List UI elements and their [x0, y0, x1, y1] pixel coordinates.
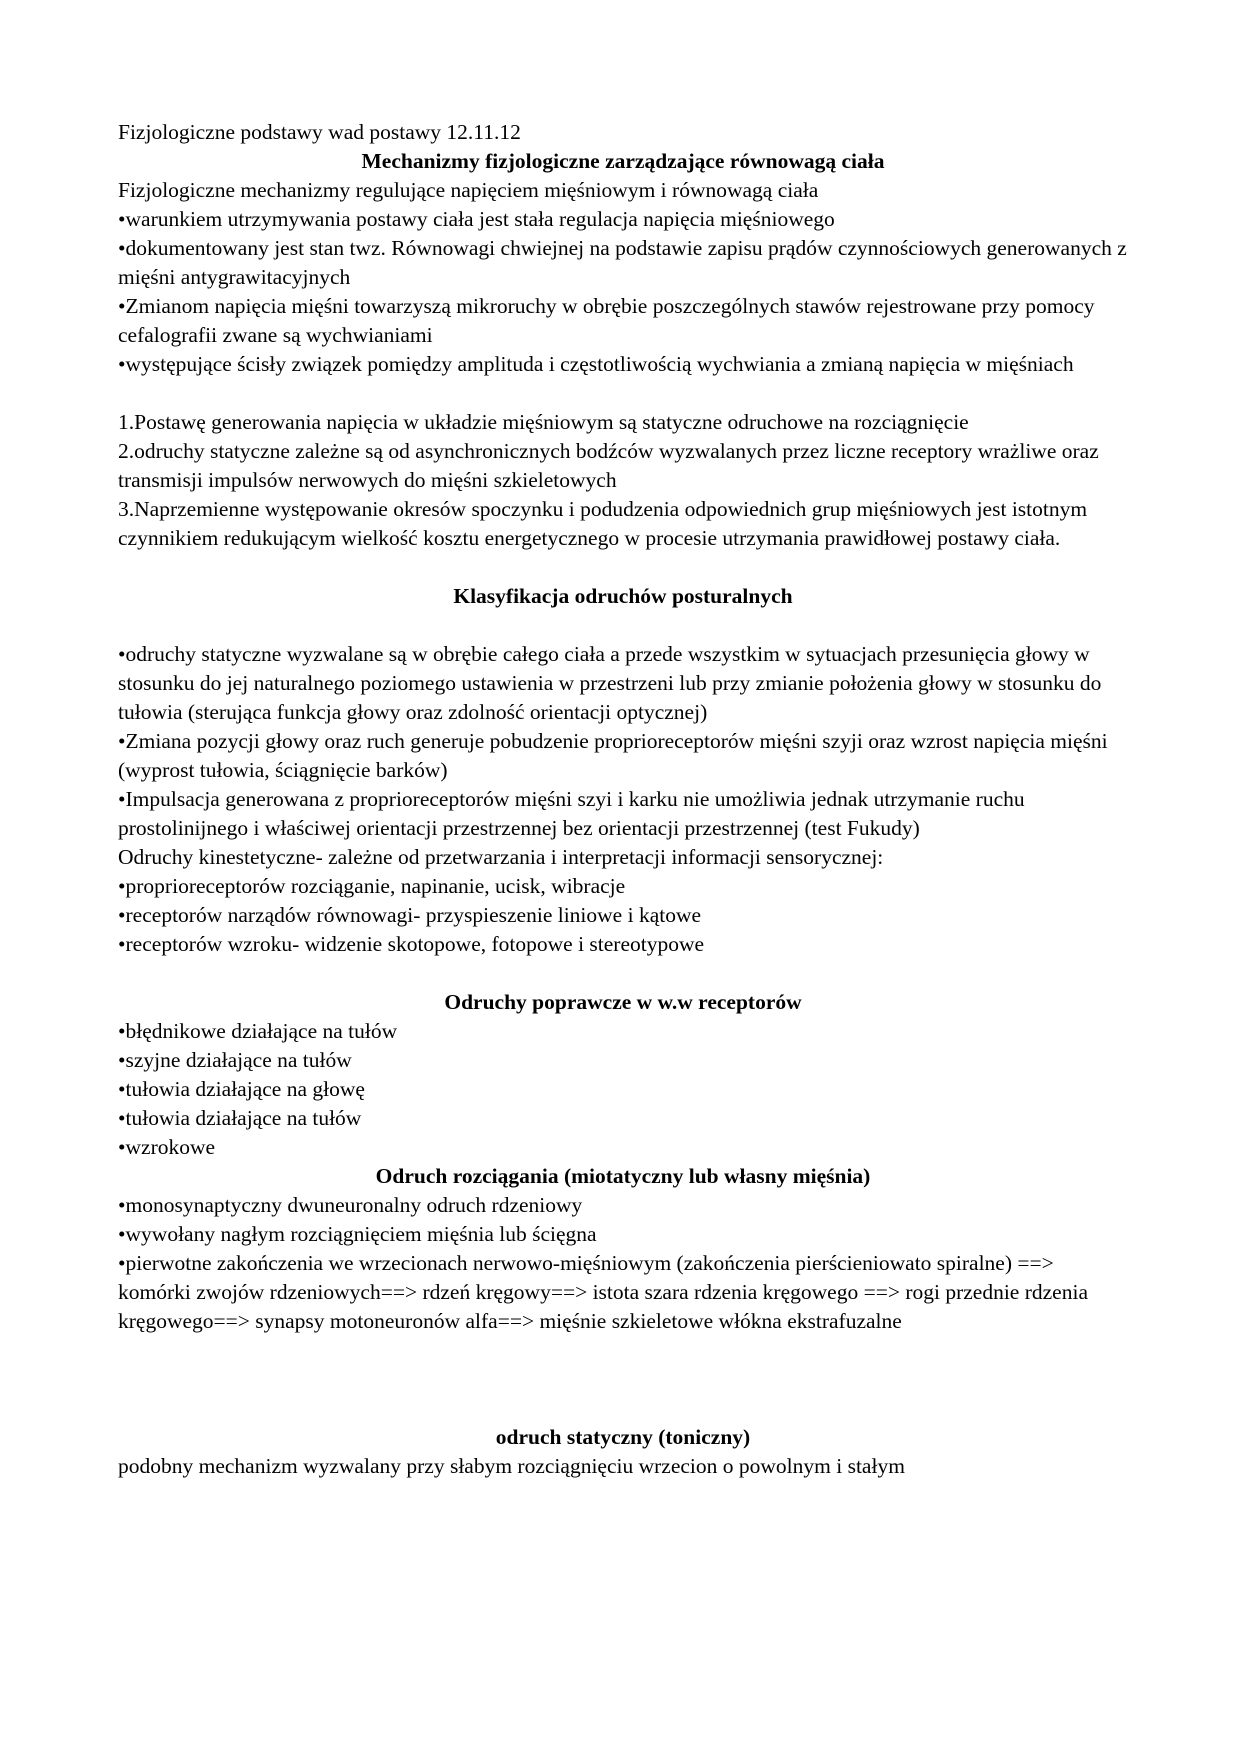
list-item: •szyjne działające na tułów: [118, 1048, 352, 1072]
section-subtitle: Fizjologiczne mechanizmy regulujące napięciem mięśniowym i równowagą ciała: [118, 178, 819, 202]
section-heading-balance: Mechanizmy fizjologiczne zarządzające równowagą ciała: [361, 149, 885, 173]
section-heading-static-reflex: odruch statyczny (toniczny): [495, 1425, 751, 1449]
document-content: [118, 118, 1128, 1481]
spacer: [118, 611, 1128, 640]
spacer: [118, 959, 1128, 988]
list-item: •odruchy statyczne wyzwalane są w obrębie całego ciała a przede wszystkim w sytuacjach przesunięcia głowy w stosunku do jej naturalnego poziomego ustawienia w przestrzeni lub przy zmianie położenia głowy w stosunku do tułowia (sterująca funkcja głowy oraz zdolność orientacji optycznej): [118, 642, 1102, 724]
list-item: •wywołany nagłym rozciągnięciem mięśnia lub ścięgna: [118, 1222, 597, 1246]
list-item: •tułowia działające na głowę: [118, 1077, 365, 1101]
numbered-item: 3.Naprzemienne występowanie okresów spoczynku i podudzenia odpowiednich grup mięśniowych jest istotnym czynnikiem redukującym wielkość kosztu energetycznego w procesie utrzymania prawidłowej postawy ciała.: [118, 497, 1088, 550]
stretch-reflex-list: [118, 1191, 1128, 1336]
spacer: [118, 379, 1128, 408]
section-heading-stretch-reflex: Odruch rozciągania (miotatyczny lub własny mięśnia): [375, 1164, 871, 1188]
list-item: •tułowia działające na tułów: [118, 1106, 362, 1130]
list-item: •receptorów narządów równowagi- przyspieszenie liniowe i kątowe: [118, 903, 702, 927]
list-item: •receptorów wzroku- widzenie skotopowe, fotopowe i stereotypowe: [118, 932, 705, 956]
list-item: •Zmianom napięcia mięśni towarzyszą mikroruchy w obrębie poszczególnych stawów rejestrowane przy pomocy cefalografii zwane są wychwianiami: [118, 294, 1095, 347]
corrective-list: [118, 1017, 1128, 1162]
list-item: •wzrokowe: [118, 1135, 216, 1159]
spacer: [118, 1394, 1128, 1423]
spacer: [118, 553, 1128, 582]
section-heading-classification: Klasyfikacja odruchów posturalnych: [453, 584, 793, 608]
list-item: •monosynaptyczny dwuneuronalny odruch rdzeniowy: [118, 1193, 583, 1217]
list-item: •błędnikowe działające na tułów: [118, 1019, 398, 1043]
list-item: •dokumentowany jest stan twz. Równowagi chwiejnej na podstawie zapisu prądów czynnościowych generowanych z mięśni antygrawitacyjnych: [118, 236, 1127, 289]
numbered-item: 2.odruchy statyczne zależne są od asynchronicznych bodźców wyzwalanych przez liczne receptory wrażliwe oraz transmisji impulsów nerwowych do mięśni szkieletowych: [118, 439, 1099, 492]
numbered-item: 1.Postawę generowania napięcia w układzie mięśniowym są statyczne odruchowe na rozciągnięcie: [118, 410, 969, 434]
classification-bullet-list: [118, 640, 1128, 843]
spacer: [118, 1336, 1128, 1365]
document-title: Fizjologiczne podstawy wad postawy 12.11.12: [118, 120, 521, 144]
list-item: •występujące ścisły związek pomiędzy amplituda i częstotliwością wychwiania a zmianą napięcia w mięśniach: [118, 352, 1074, 376]
static-reflex-text: podobny mechanizm wyzwalany przy słabym rozciągnięciu wrzecion o powolnym i stałym: [118, 1454, 905, 1478]
list-item: •proprioreceptorów rozciąganie, napinanie, ucisk, wibracje: [118, 874, 626, 898]
list-item: •warunkiem utrzymywania postawy ciała jest stała regulacja napięcia mięśniowego: [118, 207, 835, 231]
list-item: •pierwotne zakończenia we wrzecionach nerwowo-mięśniowym (zakończenia pierścieniowato spiralne) ==> komórki zwojów rdzeniowych==> rdzeń kręgowy==> istota szara rdzenia kręgowego ==> rogi przednie rdzenia kręgowego==> synapsy motoneuronów alfa==> mięśnie szkieletowe włókna ekstrafuzalne: [118, 1251, 1088, 1333]
kinestetic-list: [118, 872, 1128, 959]
section-heading-corrective: Odruchy poprawcze w w.w receptorów: [444, 990, 802, 1014]
list-item: •Impulsacja generowana z proprioreceptorów mięśni szyi i karku nie umożliwia jednak utrzymanie ruchu prostolinijnego i właściwej orientacji przestrzennej bez orientacji przestrzennej (test Fukudy): [118, 787, 1025, 840]
balance-bullet-list: [118, 205, 1128, 379]
kinestetic-intro: Odruchy kinestetyczne- zależne od przetwarzania i interpretacji informacji sensorycznej:: [118, 845, 884, 869]
spacer: [118, 1365, 1128, 1394]
list-item: •Zmiana pozycji głowy oraz ruch generuje pobudzenie proprioreceptorów mięśni szyji oraz wzrost napięcia mięśni (wyprost tułowia, ściągnięcie barków): [118, 729, 1108, 782]
